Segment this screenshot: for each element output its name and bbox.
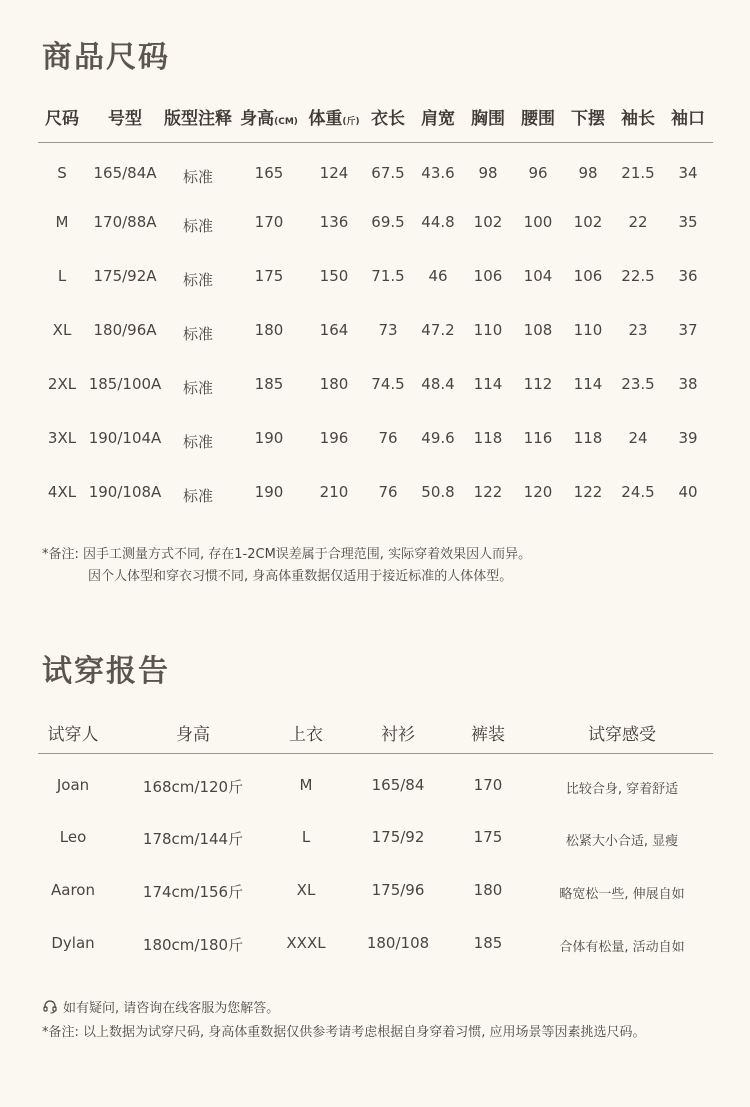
cell-weight: 124 [319, 164, 349, 182]
cell-fit-note: 标准 [182, 325, 214, 343]
cell-size: 4XL [47, 483, 77, 501]
cell-shirt: 180/108 [366, 934, 430, 952]
cell-hem: 122 [573, 483, 603, 501]
cell-model: 190/104A [88, 429, 162, 447]
header-height [240, 104, 298, 129]
size-chart-divider [38, 142, 713, 143]
cell-height: 190 [254, 483, 284, 501]
cell-waist: 100 [523, 213, 553, 231]
cell-height: 170 [254, 213, 284, 231]
cell-fit-note: 标准 [182, 271, 214, 289]
cell-weight: 210 [319, 483, 349, 501]
header-weight-unit: (斤) [342, 117, 360, 127]
cell-sleeve: 22 [628, 213, 648, 231]
cell-chest: 114 [473, 375, 503, 393]
cell-model: 190/108A [88, 483, 162, 501]
cell-tester: Dylan [51, 934, 95, 952]
service-note [42, 997, 279, 1016]
cell-sleeve: 23.5 [621, 375, 655, 393]
table-row [40, 881, 713, 905]
cell-length: 76 [378, 483, 398, 501]
cell-size: 2XL [47, 375, 77, 393]
cell-cuff: 36 [678, 267, 698, 285]
cell-weight: 150 [319, 267, 349, 285]
cell-sleeve: 24.5 [621, 483, 655, 501]
cell-hem: 110 [573, 321, 603, 339]
header-feel: 试穿感受 [588, 725, 656, 745]
cell-shirt: 175/92 [371, 828, 425, 846]
cell-chest: 118 [473, 429, 503, 447]
size-note-line1: *备注: 因手工测量方式不同, 存在1-2CM误差属于合理范围, 实际穿着效果因人而异。 [42, 547, 532, 562]
cell-length: 76 [378, 429, 398, 447]
cell-weight: 164 [319, 321, 349, 339]
cell-shirt: 175/96 [371, 881, 425, 899]
header-pants: 裤装 [471, 725, 505, 745]
cell-tester: Leo [59, 828, 87, 846]
cell-sleeve: 21.5 [621, 164, 655, 182]
cell-sleeve: 24 [628, 429, 648, 447]
cell-chest: 106 [473, 267, 503, 285]
cell-cuff: 39 [678, 429, 698, 447]
header-weight-label: 体重 [308, 109, 343, 129]
header-height-label: 身高 [240, 109, 275, 129]
cell-length: 74.5 [371, 375, 405, 393]
cell-shoulder: 48.4 [421, 375, 455, 393]
cell-height: 165 [254, 164, 284, 182]
header-tester: 试穿人 [47, 725, 99, 745]
table-row [40, 776, 713, 800]
cell-waist: 108 [523, 321, 553, 339]
table-row [40, 213, 713, 237]
header-height-unit: (CM) [274, 117, 298, 127]
cell-tester-height: 180cm/180斤 [142, 936, 244, 954]
size-note-line2: 因个人体型和穿衣习惯不同, 身高体重数据仅适用于接近标准的人体体型。 [88, 569, 513, 584]
cell-shirt: 165/84 [371, 776, 425, 794]
cell-pants: 185 [473, 934, 503, 952]
fit-report-header [40, 720, 713, 746]
cell-size: 3XL [47, 429, 77, 447]
cell-size: XL [52, 321, 72, 339]
cell-sleeve: 22.5 [621, 267, 655, 285]
cell-shoulder: 46 [428, 267, 448, 285]
cell-waist: 104 [523, 267, 553, 285]
cell-shoulder: 43.6 [421, 164, 455, 182]
cell-shoulder: 50.8 [421, 483, 455, 501]
cell-hem: 98 [578, 164, 598, 182]
cell-shoulder: 44.8 [421, 213, 455, 231]
table-row [40, 828, 713, 852]
table-row [40, 429, 713, 453]
cell-size: M [55, 213, 69, 231]
cell-pants: 175 [473, 828, 503, 846]
cell-weight: 196 [319, 429, 349, 447]
cell-cuff: 35 [678, 213, 698, 231]
cell-model: 180/96A [93, 321, 157, 339]
cell-tester-height: 168cm/120斤 [142, 778, 244, 796]
header-shoulder: 肩宽 [421, 109, 455, 129]
table-row [40, 483, 713, 507]
cell-top: M [299, 776, 313, 794]
header-size: 尺码 [45, 109, 79, 129]
cell-length: 67.5 [371, 164, 405, 182]
cell-model: 165/84A [93, 164, 157, 182]
table-row [40, 267, 713, 291]
cell-shoulder: 49.6 [421, 429, 455, 447]
cell-cuff: 37 [678, 321, 698, 339]
header-chest: 胸围 [471, 109, 505, 129]
cell-cuff: 40 [678, 483, 698, 501]
cell-model: 185/100A [88, 375, 162, 393]
table-row [40, 164, 713, 188]
cell-pants: 180 [473, 881, 503, 899]
header-top: 上衣 [289, 725, 323, 745]
cell-shoulder: 47.2 [421, 321, 455, 339]
header-sleeve: 袖长 [621, 109, 655, 129]
cell-fit-note: 标准 [182, 217, 214, 235]
cell-waist: 116 [523, 429, 553, 447]
cell-chest: 110 [473, 321, 503, 339]
cell-top: XXXL [286, 934, 326, 952]
cell-hem: 118 [573, 429, 603, 447]
header-fit-note: 版型注释 [164, 109, 232, 129]
fit-report-title: 试穿报告 [42, 654, 170, 689]
cell-fit-note: 标准 [182, 168, 214, 186]
fit-report-divider [38, 753, 713, 754]
cell-fit-note: 标准 [182, 433, 214, 451]
cell-model: 175/92A [93, 267, 157, 285]
cell-height: 175 [254, 267, 284, 285]
table-row [40, 321, 713, 345]
cell-waist: 120 [523, 483, 553, 501]
cell-waist: 112 [523, 375, 553, 393]
cell-length: 71.5 [371, 267, 405, 285]
service-note-text: 如有疑问, 请咨询在线客服为您解答。 [63, 1001, 280, 1016]
cell-feel: 略宽松一些, 伸展自如 [559, 887, 685, 902]
cell-size: S [57, 164, 67, 182]
cell-tester-height: 178cm/144斤 [142, 830, 244, 848]
cell-tester: Aaron [51, 881, 95, 899]
cell-hem: 102 [573, 213, 603, 231]
cell-cuff: 34 [678, 164, 698, 182]
cell-chest: 98 [478, 164, 498, 182]
cell-length: 73 [378, 321, 398, 339]
cell-chest: 102 [473, 213, 503, 231]
cell-model: 170/88A [93, 213, 157, 231]
header-hem: 下摆 [571, 109, 605, 129]
cell-height: 180 [254, 321, 284, 339]
fit-note: *备注: 以上数据为试穿尺码, 身高体重数据仅供参考请考虑根据自身穿着习惯, 应用场景等因素挑选尺码。 [42, 1025, 646, 1040]
cell-waist: 96 [528, 164, 548, 182]
cell-hem: 114 [573, 375, 603, 393]
cell-size: L [57, 267, 67, 285]
size-chart-header [40, 104, 713, 132]
cell-chest: 122 [473, 483, 503, 501]
header-weight [308, 104, 359, 129]
table-row [40, 375, 713, 399]
headset-icon [42, 999, 58, 1015]
cell-top: L [301, 828, 311, 846]
cell-length: 69.5 [371, 213, 405, 231]
cell-height: 190 [254, 429, 284, 447]
cell-tester: Joan [56, 776, 90, 794]
cell-weight: 136 [319, 213, 349, 231]
header-model: 号型 [108, 109, 142, 129]
header-tester-height: 身高 [176, 725, 210, 745]
header-shirt: 衬衫 [381, 725, 415, 745]
cell-feel: 合体有松量, 活动自如 [559, 940, 685, 955]
cell-feel: 松紧大小合适, 显瘦 [565, 834, 679, 849]
cell-feel: 比较合身, 穿着舒适 [565, 782, 679, 797]
cell-pants: 170 [473, 776, 503, 794]
cell-fit-note: 标准 [182, 487, 214, 505]
cell-weight: 180 [319, 375, 349, 393]
table-row [40, 934, 713, 958]
cell-height: 185 [254, 375, 284, 393]
cell-fit-note: 标准 [182, 379, 214, 397]
header-waist: 腰围 [521, 109, 555, 129]
cell-cuff: 38 [678, 375, 698, 393]
cell-tester-height: 174cm/156斤 [142, 883, 244, 901]
header-length: 衣长 [371, 109, 405, 129]
header-cuff: 袖口 [671, 109, 705, 129]
cell-sleeve: 23 [628, 321, 648, 339]
cell-top: XL [296, 881, 316, 899]
size-chart-title: 商品尺码 [42, 40, 170, 75]
cell-hem: 106 [573, 267, 603, 285]
